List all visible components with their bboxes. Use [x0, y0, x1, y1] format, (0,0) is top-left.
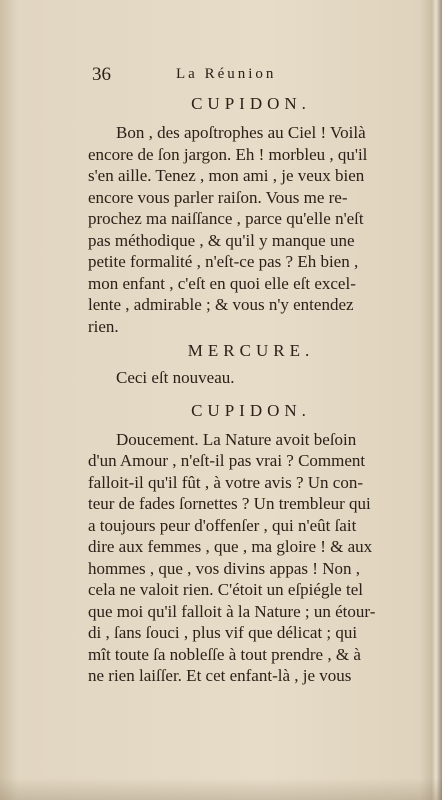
text-line: Bon , des apoſtrophes au Ciel ! Voilà	[116, 123, 366, 142]
speaker-name: MERCURE.	[187, 341, 315, 360]
speaker-name: CUPIDON.	[191, 400, 311, 420]
text-line: d'un Amour , n'eſt-il pas vrai ? Comment	[88, 451, 366, 470]
text-line: Doucement. La Nature avoit beſoin	[116, 429, 357, 449]
text-line: que moi qu'il falloit à la Nature ; un étour-	[88, 601, 376, 621]
text-line: prochez ma naiſſance , parce qu'elle n'eſt	[88, 209, 364, 228]
running-title: La Réunion	[176, 66, 277, 82]
page-edge	[432, 0, 442, 800]
text-line: s'en aille. Tenez , mon ami , je veux bien	[88, 166, 365, 185]
text-line: ne rien laiſſer. Et cet enfant-là , je vous	[88, 666, 352, 685]
text-line: a toujours peur d'offenſer , qui n'eût ſait	[88, 515, 357, 535]
speech-text	[88, 367, 414, 389]
text-line: hommes , que , vos divins appas ! Non ,	[88, 558, 360, 578]
page-header	[88, 64, 414, 90]
text-line: dire aux femmes , que , ma gloire ! & aux	[88, 537, 373, 556]
page-shadow	[0, 778, 442, 800]
page-number: 36	[92, 64, 111, 85]
text-line: encore vous parler raiſon. Vous me re-	[88, 187, 348, 207]
text-line: mon enfant , c'eſt en quoi elle eſt excel-	[88, 273, 356, 293]
text-line: encore de ſon jargon. Eh ! morbleu , qu'il	[88, 144, 368, 164]
text-line: rien.	[88, 316, 119, 336]
text-line: cela ne valoit rien. C'étoit un eſpiégle tel	[88, 580, 363, 599]
speech-text	[88, 122, 414, 337]
text-block	[88, 64, 414, 687]
speech-block-1	[88, 94, 414, 337]
text-line: falloit-il qu'il fût , à votre avis ? Un con-	[88, 472, 363, 492]
speech-text	[88, 429, 414, 687]
speech-block-3	[88, 401, 414, 687]
text-line: petite formalité , n'eſt-ce pas ? Eh bien ,	[88, 252, 359, 271]
speech-block-2	[88, 341, 414, 389]
text-line: teur de fades ſornettes ? Un trembleur qui	[88, 494, 371, 513]
text-line: di , ſans ſouci , plus vif que délicat ; qui	[88, 623, 358, 642]
speaker-name: CUPIDON.	[191, 94, 311, 113]
text-line: pas méthodique , & qu'il y manque une	[88, 230, 355, 250]
text-line: Ceci eſt nouveau.	[116, 368, 235, 387]
text-line: lente , admirable ; & vous n'y entendez	[88, 295, 354, 314]
text-line: mît toute ſa nobleſſe à tout prendre , & à	[88, 644, 361, 664]
